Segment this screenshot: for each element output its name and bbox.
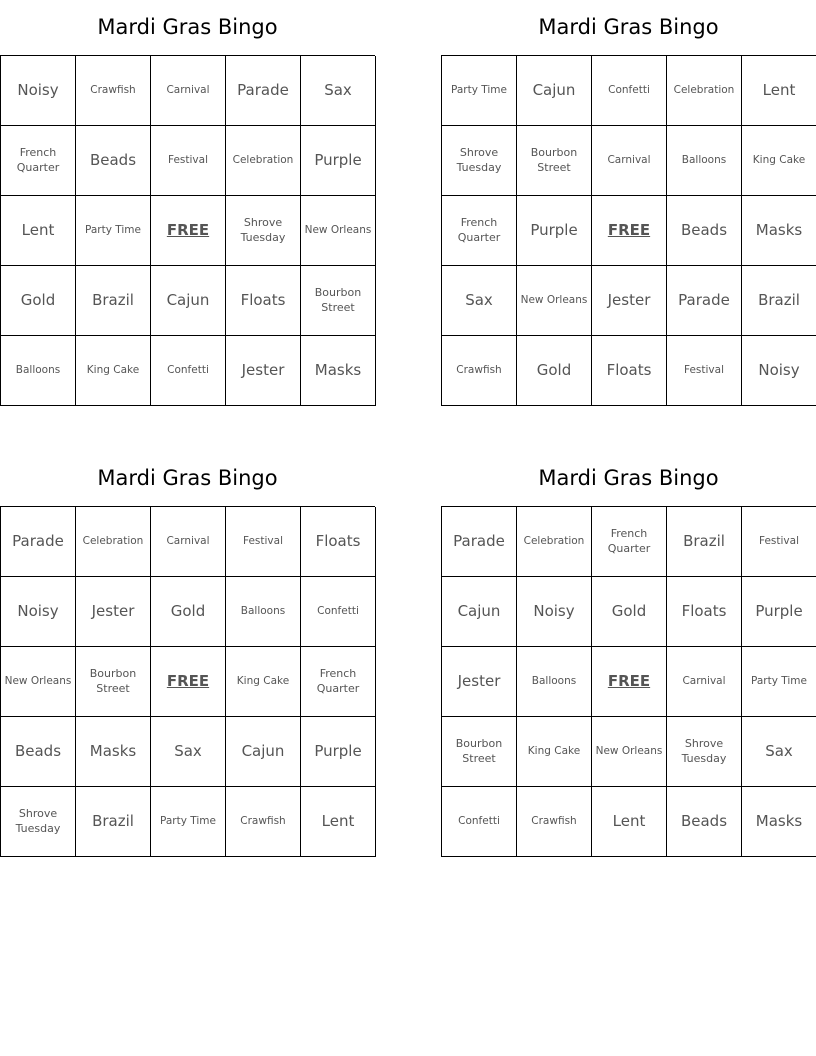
bingo-grid	[0, 55, 375, 406]
bingo-cell: Parade	[1, 507, 76, 577]
card-title: Mardi Gras Bingo	[538, 466, 719, 490]
bingo-cell: Lent	[1, 196, 76, 266]
bingo-cell: Celebration	[76, 507, 151, 577]
bingo-cell: Jester	[442, 647, 517, 717]
bingo-cell: King Cake	[742, 126, 816, 196]
bingo-cell: Brazil	[76, 787, 151, 857]
bingo-cell: Noisy	[1, 56, 76, 126]
bingo-cell: Brazil	[667, 507, 742, 577]
bingo-cell: Purple	[517, 196, 592, 266]
bingo-cell: Balloons	[1, 336, 76, 406]
bingo-cell: Party Time	[76, 196, 151, 266]
bingo-cell: Party Time	[442, 56, 517, 126]
bingo-cell: Gold	[517, 336, 592, 406]
bingo-cell: Confetti	[592, 56, 667, 126]
bingo-cell: Floats	[667, 577, 742, 647]
bingo-grid	[0, 506, 375, 857]
bingo-card-3	[0, 451, 375, 857]
bingo-cell: Crawfish	[517, 787, 592, 857]
bingo-cell: Celebration	[667, 56, 742, 126]
bingo-cell: Festival	[742, 507, 816, 577]
bingo-cell: Beads	[667, 787, 742, 857]
bingo-cell: Shrove Tuesday	[667, 717, 742, 787]
bingo-cell: Crawfish	[442, 336, 517, 406]
bingo-cell: Beads	[76, 126, 151, 196]
bingo-cell: Carnival	[151, 507, 226, 577]
card-title: Mardi Gras Bingo	[538, 15, 719, 39]
bingo-cell: King Cake	[76, 336, 151, 406]
bingo-cell: Parade	[226, 56, 301, 126]
bingo-cell: Sax	[301, 56, 376, 126]
bingo-cell: French Quarter	[1, 126, 76, 196]
free-space-cell: FREE	[151, 647, 226, 717]
bingo-cell: Balloons	[667, 126, 742, 196]
bingo-cell: Gold	[1, 266, 76, 336]
free-space-cell: FREE	[151, 196, 226, 266]
bingo-card-2	[441, 0, 816, 406]
bingo-cell: Bourbon Street	[301, 266, 376, 336]
bingo-cell: Carnival	[151, 56, 226, 126]
bingo-cell: Bourbon Street	[442, 717, 517, 787]
bingo-cell: Noisy	[517, 577, 592, 647]
bingo-cell: Lent	[592, 787, 667, 857]
bingo-cell: Carnival	[592, 126, 667, 196]
bingo-card-1	[0, 0, 375, 406]
bingo-cell: Purple	[301, 717, 376, 787]
bingo-cell: Crawfish	[76, 56, 151, 126]
bingo-cell: Cajun	[442, 577, 517, 647]
bingo-cell: King Cake	[517, 717, 592, 787]
bingo-cell: New Orleans	[592, 717, 667, 787]
bingo-cell: Bourbon Street	[76, 647, 151, 717]
bingo-cell: Sax	[151, 717, 226, 787]
bingo-cell: Shrove Tuesday	[1, 787, 76, 857]
bingo-cell: Beads	[1, 717, 76, 787]
bingo-cell: Lent	[742, 56, 816, 126]
bingo-cell: Cajun	[517, 56, 592, 126]
bingo-cell: Jester	[226, 336, 301, 406]
bingo-cell: Balloons	[517, 647, 592, 717]
bingo-cell: French Quarter	[442, 196, 517, 266]
bingo-cell: Shrove Tuesday	[226, 196, 301, 266]
card-title: Mardi Gras Bingo	[97, 15, 278, 39]
bingo-card-4	[441, 451, 816, 857]
bingo-cell: Jester	[592, 266, 667, 336]
bingo-cell: Brazil	[742, 266, 816, 336]
bingo-cell: Crawfish	[226, 787, 301, 857]
bingo-cell: Party Time	[151, 787, 226, 857]
bingo-cell: Celebration	[226, 126, 301, 196]
bingo-cell: Confetti	[301, 577, 376, 647]
bingo-cell: Party Time	[742, 647, 816, 717]
bingo-cell: French Quarter	[592, 507, 667, 577]
bingo-cell: Parade	[442, 507, 517, 577]
bingo-grid	[441, 55, 816, 406]
bingo-cell: Purple	[742, 577, 816, 647]
bingo-cell: Masks	[301, 336, 376, 406]
bingo-cell: New Orleans	[1, 647, 76, 717]
bingo-cell: Noisy	[742, 336, 816, 406]
bingo-cell: Bourbon Street	[517, 126, 592, 196]
card-title: Mardi Gras Bingo	[97, 466, 278, 490]
bingo-cell: Floats	[592, 336, 667, 406]
bingo-cell: Confetti	[442, 787, 517, 857]
bingo-cell: Masks	[742, 787, 816, 857]
bingo-cell: New Orleans	[301, 196, 376, 266]
bingo-cell: Masks	[76, 717, 151, 787]
bingo-cell: Masks	[742, 196, 816, 266]
bingo-cell: Confetti	[151, 336, 226, 406]
bingo-cell: Parade	[667, 266, 742, 336]
bingo-cell: Carnival	[667, 647, 742, 717]
bingo-cell: Noisy	[1, 577, 76, 647]
free-space-cell: FREE	[592, 647, 667, 717]
bingo-cell: Gold	[592, 577, 667, 647]
bingo-cell: Cajun	[151, 266, 226, 336]
bingo-cell: Lent	[301, 787, 376, 857]
bingo-cell: King Cake	[226, 647, 301, 717]
bingo-cell: Balloons	[226, 577, 301, 647]
bingo-cell: Purple	[301, 126, 376, 196]
bingo-cell: Beads	[667, 196, 742, 266]
bingo-cell: French Quarter	[301, 647, 376, 717]
free-space-cell: FREE	[592, 196, 667, 266]
bingo-cell: Sax	[442, 266, 517, 336]
bingo-cell: Festival	[226, 507, 301, 577]
bingo-cell: Celebration	[517, 507, 592, 577]
bingo-cell: Brazil	[76, 266, 151, 336]
bingo-cell: Floats	[226, 266, 301, 336]
bingo-cell: Cajun	[226, 717, 301, 787]
bingo-cell: Floats	[301, 507, 376, 577]
bingo-cell: Gold	[151, 577, 226, 647]
bingo-cell: New Orleans	[517, 266, 592, 336]
bingo-cell: Festival	[667, 336, 742, 406]
bingo-grid	[441, 506, 816, 857]
bingo-cell: Shrove Tuesday	[442, 126, 517, 196]
bingo-cell: Jester	[76, 577, 151, 647]
bingo-cell: Sax	[742, 717, 816, 787]
bingo-cell: Festival	[151, 126, 226, 196]
